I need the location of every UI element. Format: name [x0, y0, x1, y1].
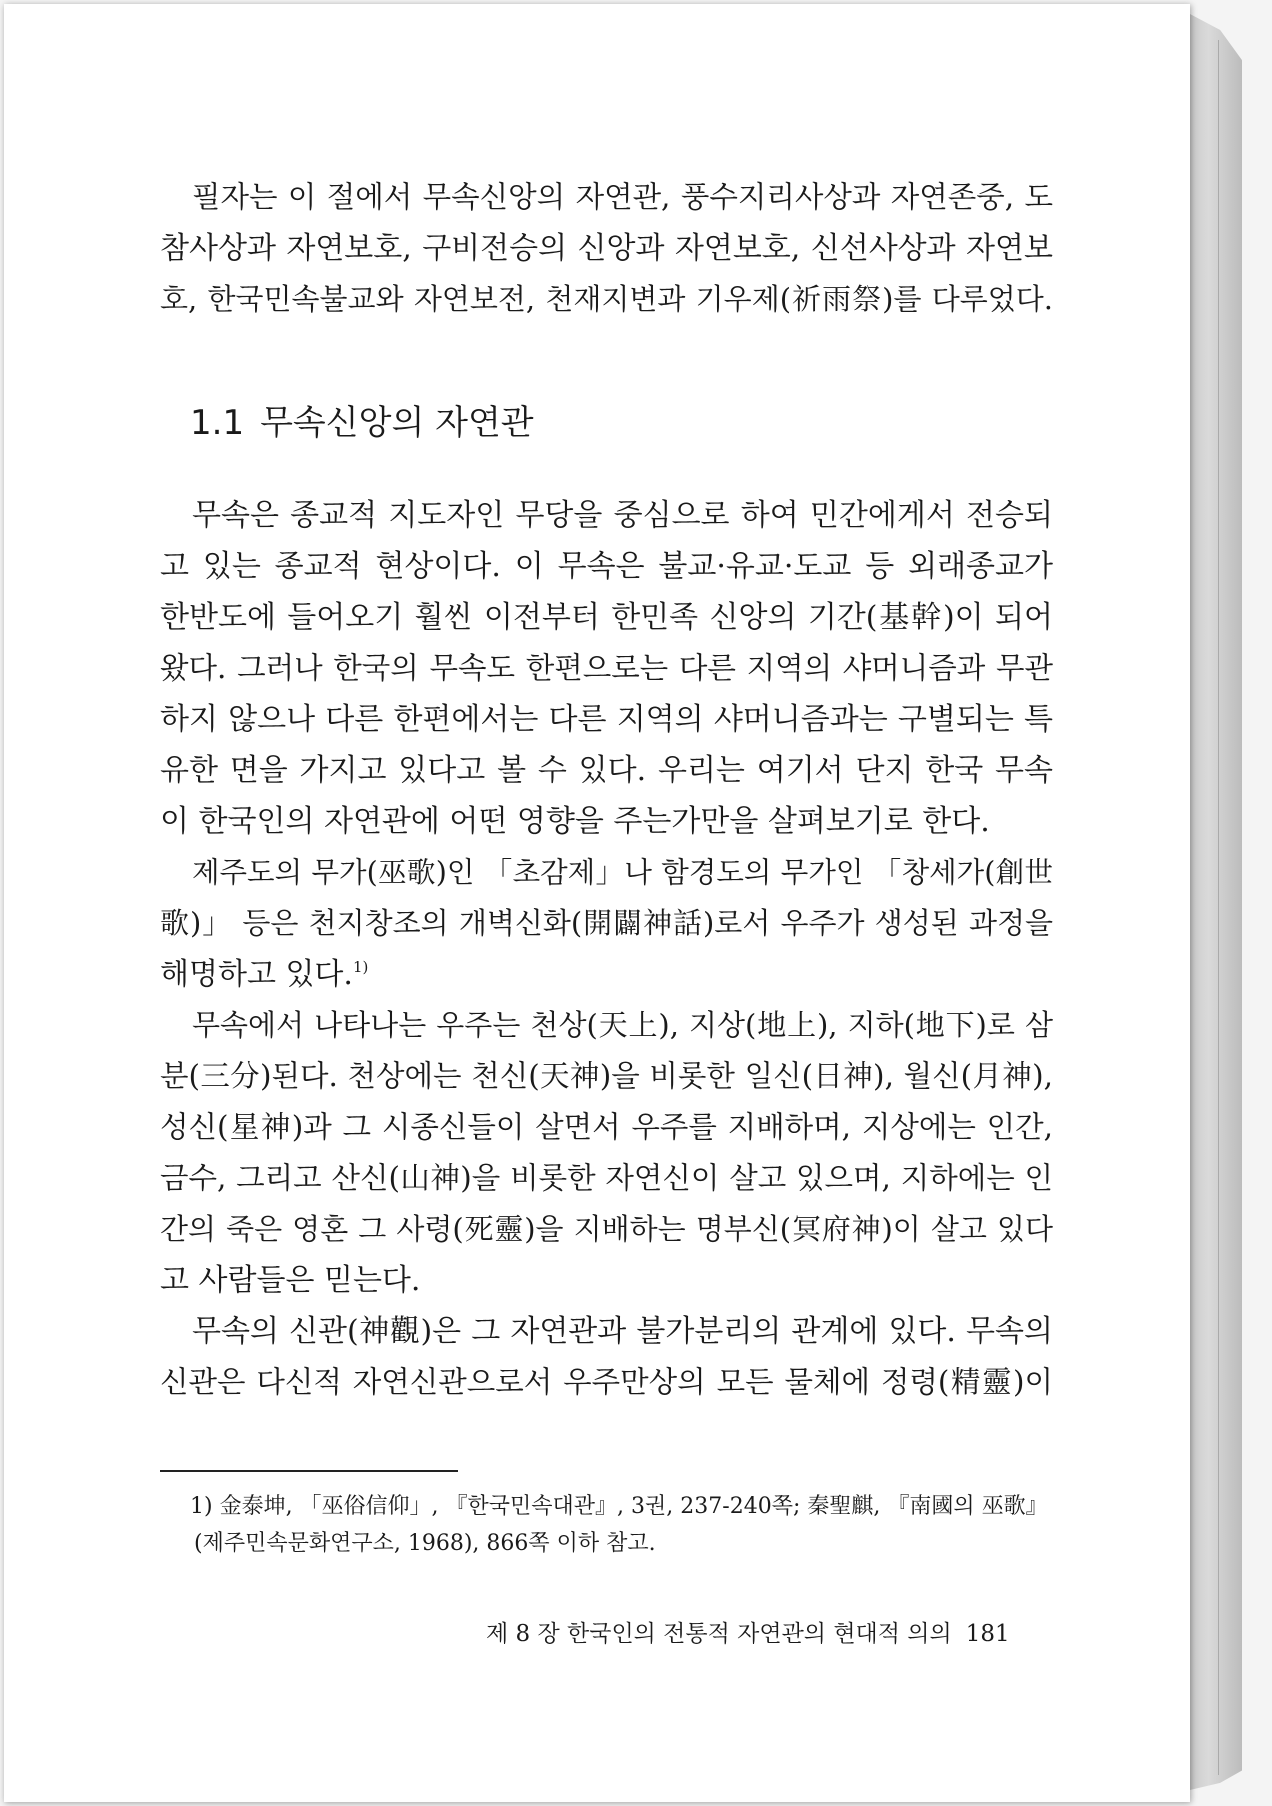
paragraph-line: 유한 면을 가지고 있다고 볼 수 있다. 우리는 여기서 단지 한국 무속: [160, 753, 1053, 788]
section-heading: [190, 395, 534, 444]
paragraph-line: 왔다. 그러나 한국의 무속도 한편으로는 다른 지역의 샤머니즘과 무관: [160, 651, 1053, 685]
paragraph-line: 무속에서 나타나는 우주는 천상(天上), 지상(地上), 지하(地下)로 삼: [192, 1008, 1053, 1042]
paragraph-line: 歌)」 등은 천지창조의 개벽신화(開闢神話)로서 우주가 생성된 과정을: [160, 906, 1053, 940]
paragraph-line: 금수, 그리고 산신(山神)을 비롯한 자연신이 살고 있으며, 지하에는 인: [160, 1161, 1053, 1195]
footnote-line: 1) 金泰坤, 「巫俗信仰」, 『한국민속대관』, 3권, 237-240쪽; 秦聖麒, 『南國의 巫歌』: [190, 1494, 1048, 1519]
intro-line: 참사상과 자연보호, 구비전승의 신앙과 자연보호, 신선사상과 자연보: [160, 231, 1053, 266]
paragraph-line: 성신(星神)과 그 시종신들이 살면서 우주를 지배하며, 지상에는 인간,: [160, 1110, 1053, 1144]
paragraph-line: 신관은 다신적 자연신관으로서 우주만상의 모든 물체에 정령(精靈)이: [160, 1365, 1053, 1399]
section-number: 1.1: [190, 403, 245, 443]
intro-line: 필자는 이 절에서 무속신앙의 자연관, 풍수지리사상과 자연존중, 도: [192, 180, 1053, 214]
paragraph: [160, 847, 1053, 1000]
paragraph-line: 고 사람들은 믿는다.: [160, 1263, 421, 1298]
page-stack-edge: [1190, 14, 1242, 1790]
intro-line: 호, 한국민속불교와 자연보전, 천재지변과 기우제(祈雨祭)를 다루었다.: [160, 282, 1053, 316]
chapter-title: 제 8 장 한국인의 전통적 자연관의 현대적 의의: [486, 1621, 952, 1647]
paragraph-line: 한반도에 들어오기 훨씬 이전부터 한민족 신앙의 기간(基幹)이 되어: [160, 600, 1053, 635]
intro-paragraph: [160, 172, 1053, 325]
book-page: [4, 4, 1190, 1802]
paragraph-line: 고 있는 종교적 현상이다. 이 무속은 불교·유교·도교 등 외래종교가: [160, 549, 1053, 584]
paragraph: [160, 1306, 1053, 1408]
footnote-reference: 1): [352, 958, 369, 976]
footnote: [190, 1488, 1052, 1562]
footnote-line: (제주민속문화연구소, 1968), 866쪽 이하 참고.: [194, 1531, 656, 1556]
paragraph: [160, 490, 1053, 847]
paragraph-line: 제주도의 무가(巫歌)인 「초감제」나 함경도의 무가인 「창세가(創世: [192, 856, 1053, 889]
paragraph-line-text: 해명하고 있다.: [160, 957, 353, 992]
paragraph-line: [160, 949, 1053, 1000]
paragraph-line: 분(三分)된다. 천상에는 천신(天神)을 비롯한 일신(日神), 월신(月神),: [160, 1059, 1053, 1093]
paragraph-line: 하지 않으나 다른 한편에서는 다른 지역의 샤머니즘과는 구별되는 특: [160, 702, 1053, 737]
paragraph: [160, 1000, 1053, 1306]
section-title: 무속신앙의 자연관: [260, 403, 534, 443]
paragraph-line: 무속은 종교적 지도자인 무당을 중심으로 하여 민간에게서 전승되: [192, 498, 1053, 533]
paragraph-line: 무속의 신관(神觀)은 그 자연관과 불가분리의 관계에 있다. 무속의: [192, 1314, 1053, 1349]
page-stack-edge-line: [1218, 40, 1219, 1775]
footnote-separator: [160, 1470, 458, 1472]
running-footer: [486, 1615, 1010, 1648]
paragraph-line: 이 한국인의 자연관에 어떤 영향을 주는가만을 살펴보기로 한다.: [160, 804, 990, 839]
paragraph-line: 간의 죽은 영혼 그 사령(死靈)을 지배하는 명부신(冥府神)이 살고 있다: [160, 1212, 1053, 1246]
page-number: 181: [965, 1621, 1010, 1647]
